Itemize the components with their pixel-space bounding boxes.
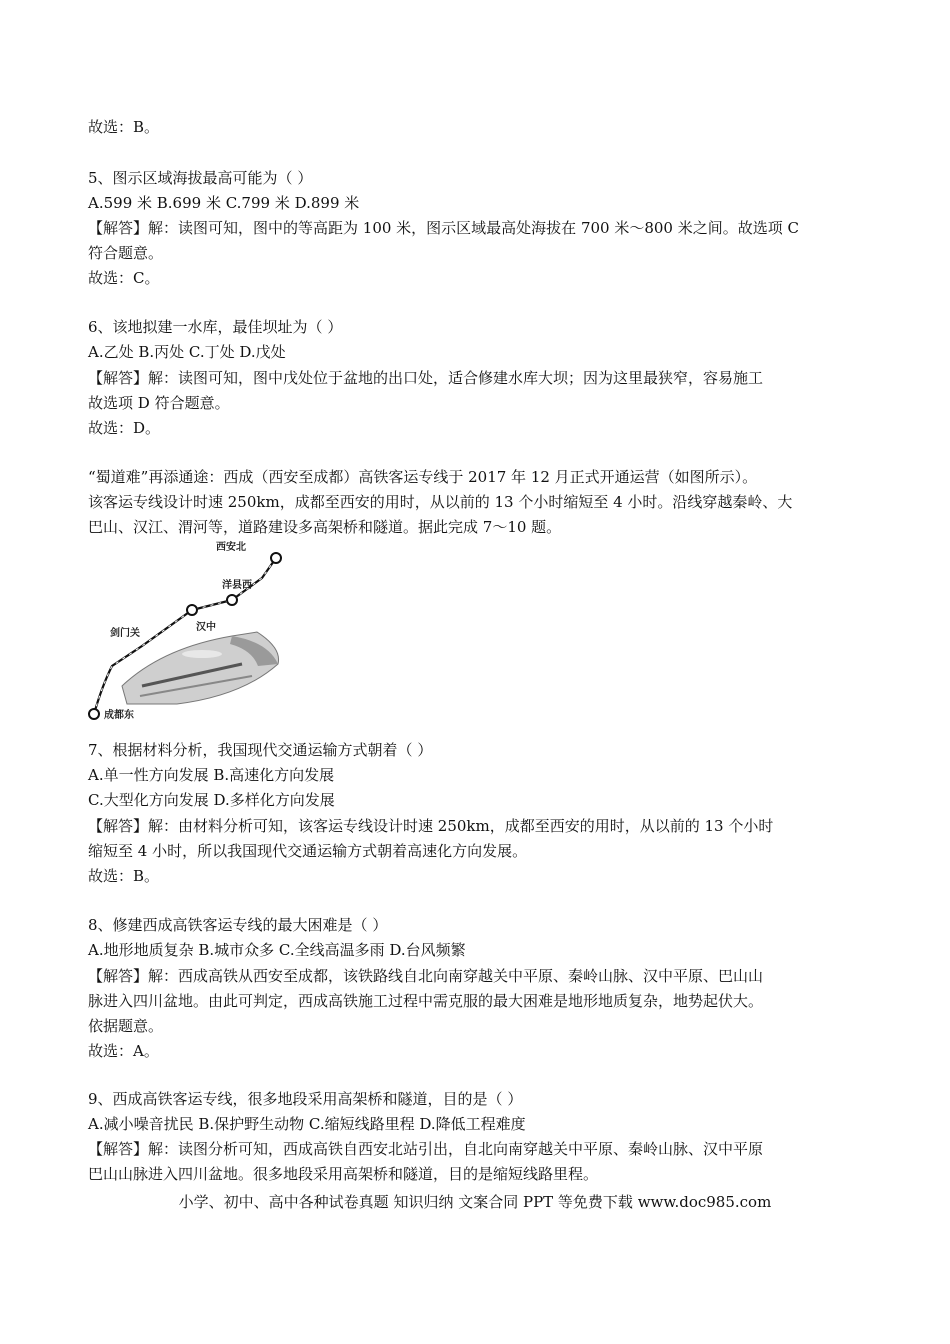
- explanation-line: 巴山山脉进入四川盆地。很多地段采用高架桥和隧道，目的是缩短线路里程。: [88, 1165, 599, 1183]
- answer-line: 故选：C。: [88, 269, 160, 287]
- station-marker-xian: [271, 553, 281, 563]
- options-7: A.单一性方向发展 B.高速化方向发展: [88, 766, 335, 784]
- explanation-line: 【解答】解：由材料分析可知，该客运专线设计时速 250km，成都至西安的用时，从以前的 13 个小时: [88, 817, 774, 835]
- material-line: 巴山、汉江、渭河等，道路建设多高架桥和隧道。据此完成 7～10 题。: [88, 518, 562, 536]
- station-label: 成都东: [104, 710, 134, 721]
- answer-line: 故选：B。: [88, 118, 160, 136]
- explanation-line: 【解答】解：读图可知，图中戊处位于盆地的出口处，适合修建水库大坝；因为这里最狭窄，容易施工: [88, 369, 764, 387]
- station-label: 西安北: [216, 542, 246, 553]
- material-intro: “蜀道难”再添通途：西成（西安至成都）高铁客运专线于 2017 年 12 月正式开通运营（如图所示）。: [88, 468, 758, 486]
- answer-line: 故选：D。: [88, 419, 161, 437]
- explanation-line: 【解答】解：读图可知，图中的等高距为 100 米，图示区域最高处海拔在 700 米～800 米之间。故选项 C: [88, 219, 799, 237]
- station-marker-hanzhong: [187, 605, 197, 615]
- railway-map-figure: [82, 536, 352, 722]
- question-7: 7、根据材料分析，我国现代交通运输方式朝着（ ）: [88, 741, 433, 759]
- page-footer: 小学、初中、高中各种试卷真题 知识归纳 文案合同 PPT 等免费下载 www.doc985.com: [178, 1193, 772, 1211]
- options-9: A.减小噪音扰民 B.保护野生动物 C.缩短线路里程 D.降低工程难度: [88, 1115, 526, 1133]
- answer-line: 故选：A。: [88, 1042, 159, 1060]
- material-line: 该客运专线设计时速 250km，成都至西安的用时，从以前的 13 个小时缩短至 4 小时。沿线穿越秦岭、大: [88, 493, 793, 511]
- options-8: A.地形地质复杂 B.城市众多 C.全线高温多雨 D.台风频繁: [88, 941, 466, 959]
- question-5: 5、图示区域海拔最高可能为（ ）: [88, 169, 313, 187]
- explanation-line: 【解答】解：西成高铁从西安至成都，该铁路线自北向南穿越关中平原、秦岭山脉、汉中平原、巴山山: [88, 967, 764, 985]
- answer-line: 故选：B。: [88, 867, 160, 885]
- station-label: 洋县西: [222, 580, 252, 591]
- question-8: 8、修建西成高铁客运专线的最大困难是（ ）: [88, 916, 388, 934]
- station-label: 剑门关: [110, 628, 140, 639]
- railway-map: [82, 536, 352, 722]
- station-marker-chengdu: [89, 709, 99, 719]
- explanation-line: 【解答】解：读图分析可知，西成高铁自西安北站引出，自北向南穿越关中平原、秦岭山脉、汉中平原: [88, 1140, 764, 1158]
- explanation-line: 符合题意。: [88, 244, 164, 262]
- explanation-line: 依据题意。: [88, 1017, 164, 1035]
- question-6: 6、该地拟建一水库，最佳坝址为（ ）: [88, 318, 343, 336]
- options-7: C.大型化方向发展 D.多样化方向发展: [88, 791, 335, 809]
- options-5: A.599 米 B.699 米 C.799 米 D.899 米: [88, 194, 360, 212]
- options-6: A.乙处 B.丙处 C.丁处 D.戊处: [88, 343, 286, 361]
- question-9: 9、西成高铁客运专线，很多地段采用高架桥和隧道，目的是（ ）: [88, 1090, 523, 1108]
- explanation-line: 脉进入四川盆地。由此可判定，西成高铁施工过程中需克服的最大困难是地形地质复杂，地势起伏大。: [88, 992, 764, 1010]
- station-marker-yangxian: [227, 595, 237, 605]
- explanation-line: 缩短至 4 小时，所以我国现代交通运输方式朝着高速化方向发展。: [88, 842, 528, 860]
- station-label: 汉中: [196, 622, 216, 633]
- explanation-line: 故选项 D 符合题意。: [88, 394, 230, 412]
